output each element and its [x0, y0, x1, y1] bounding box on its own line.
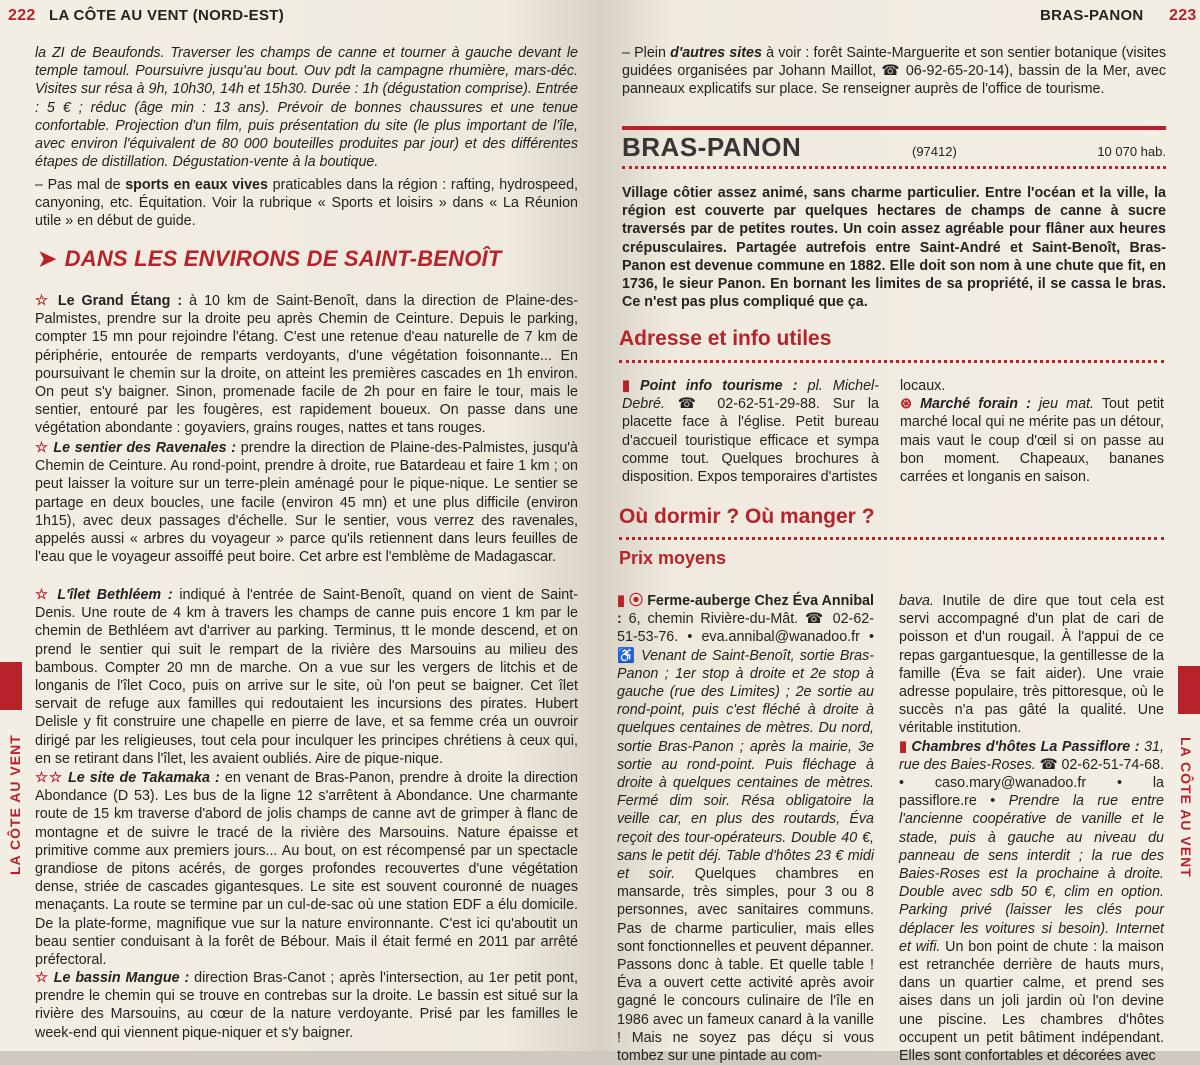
left-running-title: LA CÔTE AU VENT (NORD-EST) — [49, 7, 285, 24]
city-header — [622, 126, 1166, 171]
ferme-auberge-entry: ▮ ⦿ Ferme-auberge Chez Éva Annibal : 6, chemin Rivière-du-Mât. ☎ 02-62-51-53-76. • eva.annibal@wanadoo.fr • ♿ Venant de Saint-Benoît, sortie Bras-Panon ; 1er stop à droite et 2e stop à gauche (rue des Limites) ; 2e sortie au rond-point, puis c'est fléché à droite à quelques centaines de mètres. Du nord, sortie Bras-Panon ; après la mairie, 3e sortie au rond-point. Puis fléchage à droite à quelques centaines de mètres. Fermé dim soir. Résa obligatoire la veille car, en plus des routards, Éva reçoit des tour-opérateurs. Double 40 €, sans le petit déj. Table d'hôtes 23 € midi et soir. Quelques chambres en mansarde, très simples, pour 3 ou 8 personnes, avec sanitaires communs. Pas de charme particulier, mais elles sont fonctionnelles et peuvent dépanner. Passons donc à table. Et quelle table ! Éva a ouvert cette activité après avoir gagné le concours culinaire de l'île en 1986 avec un fameux canard à la vanille ! Mais ne soyez pas déçu si vous tombez sur une pintade au com- — [617, 593, 875, 1065]
city-name: BRAS-PANON — [622, 132, 802, 162]
star-icon: ☆ — [35, 587, 51, 603]
sports-paragraph: – Pas mal de sports en eaux vives praticables dans la région : rafting, hydrospeed, canyoning, etc. Équitation. Voir la rubrique « Sports et loisirs » dans « La Réunion utile » en début de guide. — [35, 177, 578, 230]
right-column-entries: bava. Inutile de dire que tout cela est servi accompagné d'un plat de cari de poisson et d'un rougail. À l'appui de ce repas gargantuesque, la gentillesse de la famille (Éva se fait aider). Une vraie adresse populaire, très pittoresque, où le succès n'a pas gâté la qualité. Une véritable institution. ▮ Chambres d'hôtes La Passiflore : 31, rue des Baies-Roses. ☎ 02-62-51-74-68. • caso.mary@wanadoo.fr • la passiflore.re • Prendre la rue entre l'ancienne coopérative de vanille et le stade, puis à gauche au niveau du panneau de sens interdit ; la rue des Baies-Roses est la prochaine à droite. Double avec sdb 50 €, clim en option. Parking privé (laisser les clés pour déplacer les voitures si besoin). Internet et wifi. Un bon point de chute : la maison est retranchée derrière de hauts murs, dans un quartier calme, et prend ses aises dans un joli jardin où l'on devine une piscine. Les chambres d'hôtes occupent un petit bâtiment indépendant. Elles sont confortables et décorées avec — [899, 593, 1165, 1065]
side-chapter-label: LA CÔTE AU VENT — [7, 734, 23, 875]
price-heading: Prix moyens — [619, 548, 727, 568]
city-header-rule — [622, 126, 1166, 130]
bed-icon: ▮ — [899, 738, 907, 755]
section-sleep-heading: Où dormir ? Où manger ? — [619, 505, 875, 528]
left-running-header — [8, 7, 284, 25]
intro-paragraph: la ZI de Beaufonds. Traverser les champs de canne et tourner à gauche devant le temple tamoul. Poursuivre jusqu'au bout. Ouv pdt la campagne rhumière, mars-déc. Visites sur résa à 9h, 10h30, 14h et 15h30. Durée : 1h (dégustation comprise). Entrée : 5 € ; réduc (âge min : 13 ans). Prévoir de bonnes chaussures et une tenue confortable. Projection d'un film, puis présentation du site (le plus important de l'île, avec environ l'équivalent de 80 000 bouteilles produites par jour) et des différentes étapes de distillation. Dégustation-vente à la boutique. — [35, 45, 578, 171]
entry-takamaka: ☆☆ Le site de Takamaka : en venant de Bras-Panon, prendre à droite la direction Abondance (D 53). Les bus de la ligne 12 s'arrêtent à Abondance. Une charmante route de 15 km traverse d'abord de jolis champs de canne avt de grimper à flanc de montagne et de suivre le tracé de la rivière des Marsouins. Nature épaisse et primitive comme aux premiers jours... Au bout, on est récompensé par un spectacle grandiose de pitons acérés, de gorges profondes recouvertes d'une végétation dense, striée de cascades gigantesques. Le site est souvent couronné de nuages menaçants. La route se termine par un cul-de-sac où une station EDF a élu domicile. De la plate-forme, magnifique vue sur la nature environnante. C'est ici qu'aboutit un beau sentier conduisant à la forêt de Bébour. Mais il était fermé en 2011 par arrêté préfectoral. — [35, 770, 578, 969]
right-page-number: 223 — [1169, 7, 1197, 24]
section-title-environs: ➤ DANS LES ENVIRONS DE SAINT-BENOÎT — [38, 246, 502, 271]
chapter-tab — [1178, 666, 1200, 714]
chapter-tab — [0, 662, 22, 710]
entry-bassin-mangue: ☆ Le bassin Mangue : direction Bras-Canot ; après l'intersection, au 1er petit pont, prendre le chemin qui se trouve en contrebas sur la droite. Le bassin est situé sur la rivière des Marsouins, au cœur de la nature verdoyante. Prisé par les familles le week-end qui viennent pique-niquer et s'y baigner. — [35, 970, 578, 1041]
city-intro: Village côtier assez animé, sans charme particulier. Entre l'océan et la ville, la région est couverte par quelques hectares de champs de canne à sucre traversés par de petites routes. Un coin assez agréable pour flâner aux heures crépusculaires. Partagée autrefois entre Saint-André et Saint-Benoît, Bras-Panon est devenue commune en 1882. Elle doit son nom à une chute que fit, en 1736, le sieur Panon. En bornant les limites de sa propriété, il se cassa le bras. Ce n'est pas plus compliqué que ça. — [622, 185, 1166, 311]
tourism-office-entry: ▮ Point info tourisme : pl. Michel-Debré. ☎ 02-62-51-29-88. Sur la placette face à l'église. Petit bureau d'accueil touristique efficace et sympa comme tout. Quelques brochures à disposition. Expos temporaires d'artistes — [622, 378, 879, 486]
left-page-number: 222 — [8, 7, 36, 24]
left-page — [0, 0, 597, 1051]
bed-restaurant-icon: ▮ ⦿ — [617, 593, 644, 609]
double-star-icon: ☆☆ — [35, 770, 63, 786]
section-rule — [619, 537, 1164, 540]
entry-ravenales: ☆ Le sentier des Ravenales : prendre la direction de Plaine-des-Palmistes, jusqu'à Chemin de Ceinture. Au rond-point, prendre à droite, rue Batardeau et faire 1 km ; on peut laisser la voiture sur un terre-plein aménagé pour le pique-nique. Le sentier se partage en deux boucles, une facile (environ 45 mn) et une plus difficile (environ 1h15), avec deux passages d'échelle. Sur le sentier, vous verrez des ravenales, appelés aussi « arbres du voyageur » parce qu'ils retiennent dans leurs feuilles de l'eau que le voyageur assoiffé peut boire. Cet arbre est l'emblème de Madagascar. — [35, 440, 578, 566]
star-icon: ☆ — [35, 293, 51, 309]
market-icon: ⊛ — [900, 396, 912, 413]
entry-grand-etang: ☆ Le Grand Étang : à 10 km de Saint-Benoît, dans la direction de Plaine-des-Palmistes, prendre sur la droite peu après Chemin de Ceinture. Depuis le parking, compter 15 mn pour rejoindre l'étang. C'est une retenue d'eau naturelle de 7 km de périphérie, entourée de remparts verdoyants, d'une végétation foisonnante... En poursuivant le chemin sur la droite, on atteint les premières cascades en 1h environ. On peut s'y baigner. Sinon, promenade facile de 2h pour en faire le tour, mais le sentier, entouré par les fougères, est rapidement boueux. On passe dans une végétation abondante : goyaviers, grains rouges, nattes et tans rouges. — [35, 293, 578, 437]
star-icon: ☆ — [35, 440, 49, 456]
arrow-icon: ➤ — [38, 246, 57, 271]
right-running-title: BRAS-PANON — [1040, 7, 1144, 24]
section-address-heading: Adresse et info utiles — [619, 327, 832, 350]
star-icon: ☆ — [35, 970, 49, 986]
info-icon: ▮ — [622, 378, 630, 394]
city-population: 10 070 hab. — [1097, 144, 1166, 159]
market-entry: locaux. ⊛ Marché forain : jeu mat. Tout petit marché local qui ne mérite pas un détour, mais vaut le coup d'œil si on passe au bon moment. Chapeaux, bananes carrées et longanis en saison. — [900, 378, 1164, 486]
section-rule — [619, 360, 1164, 363]
side-chapter-label-right: LA CÔTE AU VENT — [1178, 737, 1194, 878]
city-postcode: (97412) — [912, 144, 957, 159]
city-header-dots — [622, 166, 1166, 169]
entry-ilet-bethleem: ☆ L'îlet Bethléem : indiqué à l'entrée de Saint-Benoît, quand on vient de Saint-Denis. Une route de 4 km à travers les champs de canne puis encore 1 km par le chemin de Bethléem avt d'arriver au parking. Terminus, tt le monde descend, et on prend le sentier qui suit le rempart de la rivière des Marsouins au milieu des bambous. Compter 20 mn de marche. On a vue sur les vergers de litchis et de longanis de l'îlet Coco, puis on arrive sur le site, où l'on peut se baigner. Cet îlet servait de refuge aux familles qui redoutaient les incursions des pirates. Hubert Delisle y fit construire une chapelle en pierre de lave, et sa femme créa un ouvroir dirigé par les religieuses, tout cela pour inculquer les principes chrétiens à ceux qui, en se retirant dans l'îlet, les avaient oubliés. Aire de pique-nique. — [35, 587, 578, 767]
other-sites-paragraph: – Plein d'autres sites à voir : forêt Sainte-Marguerite et son sentier botanique (visites guidées organisées par Johann Maillot, ☎ 06-92-65-20-14), bassin de la Mer, avec panneaux explicatifs sur place. Se renseigner auprès de l'office de tourisme. — [622, 45, 1167, 98]
